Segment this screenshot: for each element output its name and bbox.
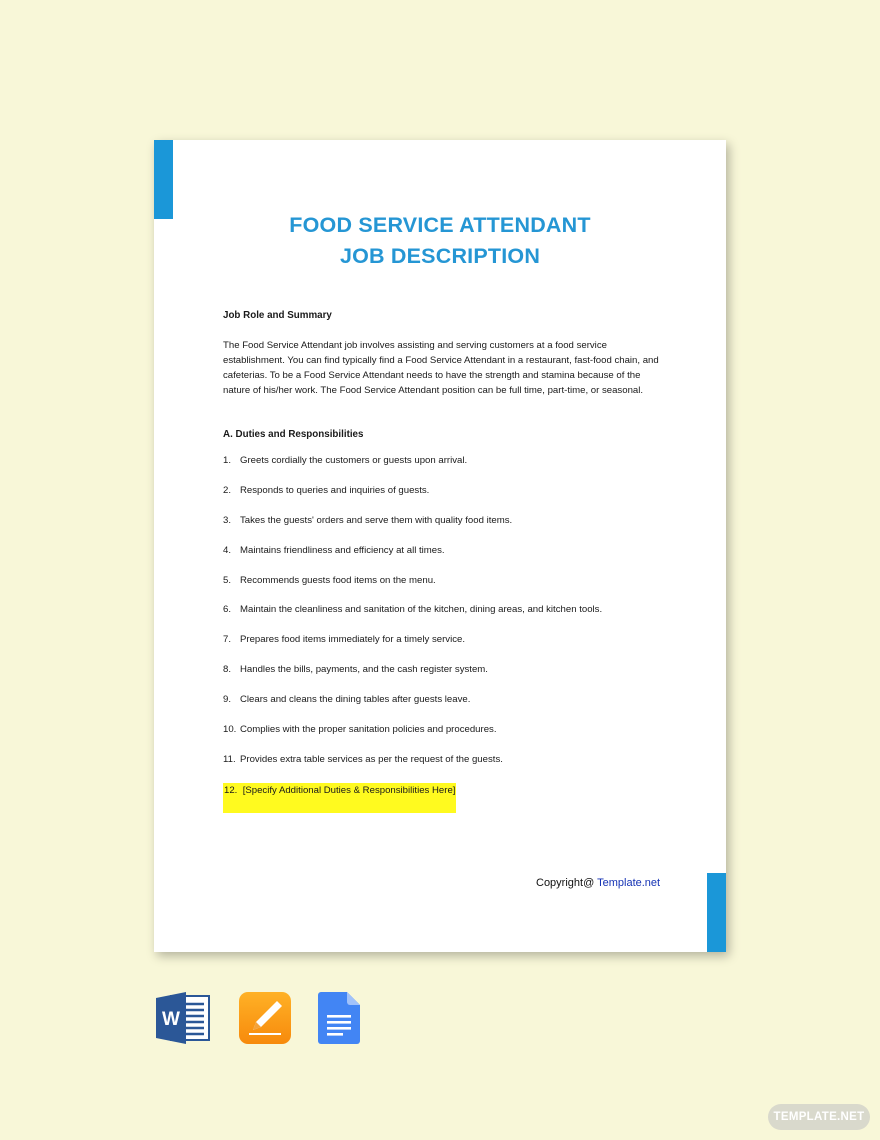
list-item-text: Provides extra table services as per the request of the guests. [240,753,503,765]
list-item [223,574,663,604]
list-item [223,544,663,574]
list-item [223,723,663,753]
list-item [223,633,663,663]
list-item [223,514,663,544]
list-item-text: Handles the bills, payments, and the cash register system. [240,664,488,676]
google-docs-icon[interactable] [318,992,360,1049]
list-item [223,693,663,723]
template-net-watermark: TEMPLATE.NET [768,1104,870,1130]
list-item-number: 5. [223,574,232,586]
list-item-number: 8. [223,664,232,676]
duties-heading: A. Duties and Responsibilities [223,429,364,440]
list-item-number: 12. [224,784,238,796]
summary-paragraph: The Food Service Attendant job involves assisting and serving customers at a food service establishment. You can find typically find a Food Service Attendant in a restaurant, fast-food chain, and cafeterias. To be a Food Service Attendant needs to have the strength and stamina because of the nature of his/her work. The Food Service Attendant position can be full time, part-time, or seasonal. [223,340,659,396]
list-item-highlighted [223,783,663,813]
list-item-number: 10. [223,724,237,736]
list-item-number: 3. [223,514,232,526]
list-item-text: Recommends guests food items on the menu. [240,574,436,586]
list-item-text: Takes the guests' orders and serve them with quality food items. [240,514,513,526]
document-body [223,310,663,813]
list-item [223,603,663,633]
list-item-number: 9. [223,694,232,706]
summary-heading: Job Role and Summary [223,310,332,321]
duties-list [223,454,663,813]
list-item-text: Responds to queries and inquiries of guests. [240,484,430,496]
list-item-number: 6. [223,604,232,616]
copyright-line [536,877,660,889]
list-item-number: 11. [223,753,236,765]
pages-icon[interactable] [239,992,291,1049]
list-item-text: [Specify Additional Duties & Responsibilities Here] [242,784,456,796]
list-item-text: Maintains friendliness and efficiency at all times. [240,544,445,556]
svg-text:W: W [162,1009,180,1030]
list-item-text: Maintain the cleanliness and sanitation of the kitchen, dining areas, and kitchen tools. [240,604,603,616]
list-item [223,454,663,484]
list-item-number: 7. [223,634,232,646]
list-item-text: Complies with the proper sanitation policies and procedures. [240,724,497,736]
document-page [154,140,726,952]
list-item-text: Clears and cleans the dining tables after guests leave. [240,694,471,706]
list-item-number: 2. [223,484,232,496]
title-line-2: JOB DESCRIPTION [339,244,541,268]
highlight-mark [223,783,456,813]
list-item-text: Prepares food items immediately for a timely service. [240,634,465,646]
title-line-1: FOOD SERVICE ATTENDANT [289,213,591,237]
word-icon[interactable] [156,992,210,1049]
copyright-label: Copyright@ [536,877,598,889]
list-item [223,663,663,693]
list-item [223,484,663,514]
copyright-link[interactable]: Template.net [597,877,661,889]
list-item-number: 1. [223,455,232,466]
list-item-text: Greets cordially the customers or guests upon arrival. [240,455,468,466]
list-item-number: 4. [223,544,232,556]
list-item [223,753,663,783]
bottom-accent-bar [707,873,726,952]
top-accent-bar [154,140,173,219]
document-title [154,210,726,272]
